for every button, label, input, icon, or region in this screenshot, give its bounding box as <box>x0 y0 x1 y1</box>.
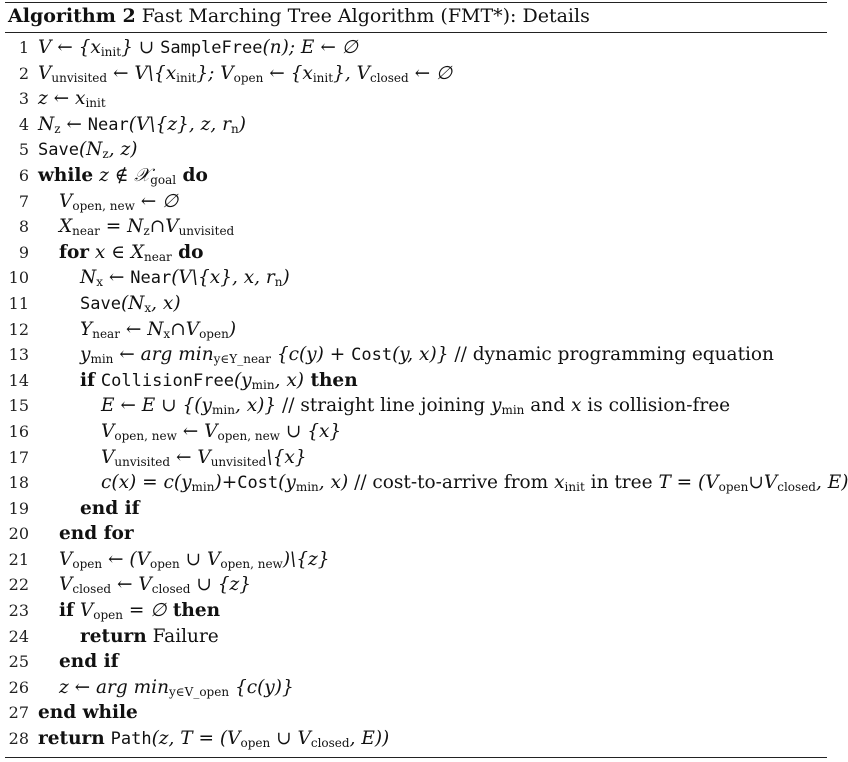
math-text: V ← {x <box>38 37 101 58</box>
math-text: , x) <box>151 292 181 314</box>
line-number: 28 <box>8 729 29 749</box>
keyword: end while <box>38 702 138 724</box>
math-text: }, V <box>333 62 370 84</box>
subscript: closed <box>310 736 350 751</box>
line-number: 10 <box>8 268 29 288</box>
math-text: ← ∅ <box>408 62 453 84</box>
line-code <box>80 368 358 395</box>
math-text: V <box>101 420 115 442</box>
math-text: (y <box>233 369 252 391</box>
subscript: near <box>144 249 172 264</box>
algorithm-line <box>5 393 827 419</box>
subscript: min <box>251 377 275 392</box>
line-code <box>38 137 137 164</box>
math-text: , x) <box>274 369 304 391</box>
subscript: init <box>564 480 585 495</box>
line-number: 5 <box>18 140 29 160</box>
line-code <box>59 649 119 675</box>
algorithm-line <box>5 521 827 547</box>
math-text: ) <box>238 113 246 135</box>
algorithm-line <box>5 598 827 624</box>
algorithm-line <box>5 675 827 701</box>
algorithm-line <box>5 214 827 240</box>
algorithm-line <box>5 112 827 138</box>
subscript: closed <box>777 480 816 495</box>
algorithm-line <box>5 35 827 61</box>
line-code <box>80 265 290 292</box>
algorithm-line <box>5 368 827 394</box>
line-number: 20 <box>8 524 29 544</box>
keyword: while <box>38 164 94 186</box>
line-number: 16 <box>8 421 29 441</box>
line-code <box>80 624 219 650</box>
math-text: ) <box>282 267 290 289</box>
line-number: 8 <box>18 217 29 237</box>
math-text: )+ <box>214 472 238 494</box>
subscript: near <box>92 326 120 341</box>
math-text: (z, T = (V <box>151 728 241 750</box>
subscript: closed <box>72 582 112 597</box>
math-text: x ∈ X <box>89 241 144 263</box>
line-code <box>38 700 138 726</box>
line-code <box>59 598 220 624</box>
line-number: 18 <box>8 473 29 493</box>
comment-text: Failure <box>146 625 219 647</box>
line-code <box>101 470 848 497</box>
function-name: Save <box>80 293 121 314</box>
algorithm-caption <box>5 3 827 29</box>
math-text: ∩V <box>170 318 200 340</box>
math-text: ← <box>60 113 88 135</box>
line-code <box>59 521 134 547</box>
math-text: ← <box>102 267 131 289</box>
comment-text: // straight line joining <box>276 395 491 417</box>
math-text: x <box>570 395 582 417</box>
line-code <box>59 572 251 598</box>
algorithm-line <box>5 86 827 112</box>
line-number: 19 <box>8 498 29 518</box>
algorithm-line <box>5 61 827 87</box>
keyword: return <box>38 728 105 750</box>
line-number: 7 <box>18 191 29 211</box>
subscript: min <box>211 403 235 418</box>
math-text: (n); E ← ∅ <box>262 37 358 58</box>
subscript: open, new <box>114 428 177 443</box>
algorithm-body <box>5 35 848 752</box>
comment-text: // dynamic programming equation <box>448 344 774 366</box>
math-text: }; V <box>196 62 234 84</box>
math-text: V <box>74 600 94 622</box>
function-name: Near <box>130 268 172 289</box>
comment-text: // cost-to-arrive from <box>348 472 555 494</box>
math-text: (V\{x}, x, r <box>171 267 275 289</box>
math-text: ← N <box>119 318 164 340</box>
subscript: min <box>191 480 215 495</box>
line-code <box>80 291 181 318</box>
subscript: open, new <box>72 198 135 213</box>
math-text: = N <box>99 216 144 238</box>
algorithm-line <box>5 496 827 522</box>
function-name: Save <box>38 140 79 161</box>
line-code <box>101 419 341 445</box>
math-text: ← arg min <box>113 344 214 366</box>
math-text: y <box>490 395 502 417</box>
line-number: 27 <box>8 703 29 723</box>
line-number: 11 <box>8 293 29 313</box>
line-number: 1 <box>18 38 29 57</box>
subscript: open <box>93 608 123 623</box>
subscript: near <box>72 224 100 239</box>
line-number: 21 <box>8 549 29 569</box>
keyword: return <box>80 625 147 647</box>
function-name: SampleFree <box>160 38 263 58</box>
math-text: X <box>59 216 73 238</box>
algorithm-line <box>5 624 827 650</box>
algorithm-line <box>5 726 827 752</box>
keyword: do <box>176 164 208 186</box>
line-code <box>101 393 730 419</box>
math-text: , z) <box>108 139 138 161</box>
algorithm-line <box>5 240 827 266</box>
keyword: do <box>171 241 204 263</box>
subscript: open, new <box>217 428 280 443</box>
line-code <box>80 342 774 369</box>
math-text: ∪V <box>748 472 778 494</box>
subscript: init <box>85 96 106 111</box>
line-number: 12 <box>8 319 29 339</box>
math-text: ← V <box>170 446 211 468</box>
subscript: open <box>233 70 264 85</box>
math-text: (y, x)} <box>392 344 449 366</box>
subscript: y∈V_open <box>168 684 230 699</box>
line-code <box>38 35 358 62</box>
subscript: open <box>72 556 103 571</box>
math-text: ∪ V <box>270 728 311 750</box>
math-text: = ∅ <box>123 600 167 622</box>
keyword: then <box>304 369 358 391</box>
bottom-rule <box>5 757 827 758</box>
math-text: ← ∅ <box>134 190 179 212</box>
line-code <box>59 189 178 215</box>
comment-text: in tree <box>584 472 659 494</box>
subscript: min <box>90 352 114 367</box>
subscript: n <box>230 121 239 136</box>
algorithm-line <box>5 572 827 598</box>
math-text: (V\{z}, z, r <box>128 113 231 135</box>
math-text: z ← arg min <box>59 676 169 698</box>
subscript: open <box>199 326 229 341</box>
math-text: \{x} <box>266 446 307 468</box>
math-text: N <box>38 113 55 135</box>
math-text: } ∪ <box>121 37 161 58</box>
algorithm-line <box>5 419 827 445</box>
math-text: ∩V <box>149 216 179 238</box>
subscript: init <box>176 70 197 85</box>
line-code <box>38 61 452 87</box>
keyword: if <box>59 600 74 622</box>
subscript: unvisited <box>210 454 267 469</box>
algorithm-line <box>5 317 827 343</box>
function-name: Cost <box>237 473 279 494</box>
subscript: closed <box>151 582 191 597</box>
line-code <box>59 240 203 266</box>
math-text: ← V <box>111 574 152 596</box>
line-number: 3 <box>18 89 29 109</box>
math-text: V <box>59 190 73 212</box>
math-text: E ← E ∪ {(y <box>101 395 212 417</box>
math-text: ← (V <box>102 548 150 570</box>
line-code <box>59 214 234 240</box>
math-text: , x) <box>318 472 349 494</box>
algorithm-line <box>5 649 827 675</box>
line-code <box>80 496 140 522</box>
line-number: 23 <box>8 601 29 621</box>
keyword: end for <box>59 523 134 545</box>
subscript: z <box>143 224 150 239</box>
subscript: closed <box>369 70 409 85</box>
math-text: y <box>80 344 91 366</box>
math-text: V <box>38 62 52 84</box>
subscript: min <box>295 480 319 495</box>
subscript: x <box>144 300 152 315</box>
math-text: ← {x <box>263 62 313 84</box>
math-text: (N <box>78 139 103 161</box>
line-code <box>80 317 236 343</box>
math-text: {c(y) + <box>270 344 352 366</box>
function-name: Cost <box>351 345 393 366</box>
keyword: for <box>59 241 90 263</box>
subscript: z <box>54 121 61 136</box>
subscript: y∈Y_near <box>213 352 271 367</box>
line-number: 6 <box>18 165 29 185</box>
subscript: x <box>96 275 103 290</box>
line-code <box>38 112 246 139</box>
math-text: {c(y)} <box>229 676 294 698</box>
caption-rule <box>5 32 827 33</box>
math-text: T = (V <box>658 472 719 494</box>
line-number: 2 <box>18 63 29 83</box>
line-number: 25 <box>8 652 29 672</box>
line-number: 24 <box>8 626 29 646</box>
math-text: z ← x <box>38 88 86 110</box>
math-text: ∪ V <box>179 548 221 570</box>
line-code <box>59 547 330 573</box>
math-text: z ∉ 𝒳 <box>93 164 151 186</box>
math-text: ∪ {x} <box>279 420 342 442</box>
keyword: end if <box>59 651 119 673</box>
line-code <box>38 86 106 112</box>
subscript: unvisited <box>178 224 235 239</box>
math-text: , x)} <box>234 395 277 417</box>
math-text: ∪ {z} <box>190 574 252 596</box>
subscript: x <box>163 326 171 341</box>
subscript: z <box>102 147 109 162</box>
line-code <box>38 726 389 753</box>
subscript: open <box>240 736 271 751</box>
keyword: if <box>80 369 95 391</box>
algorithm-line <box>5 547 827 573</box>
algorithm-line <box>5 265 827 291</box>
math-text: N <box>80 267 97 289</box>
line-number: 15 <box>8 396 29 416</box>
math-text: (N <box>120 292 145 314</box>
subscript: init <box>100 45 122 59</box>
algorithm-line <box>5 163 827 189</box>
subscript: open, new <box>220 556 283 571</box>
line-number: 17 <box>8 447 29 467</box>
math-text: x <box>554 472 565 494</box>
function-name: Near <box>87 114 129 135</box>
math-text: V <box>101 446 115 468</box>
math-text: ← V <box>176 420 218 442</box>
line-code <box>38 163 208 189</box>
line-number: 14 <box>8 370 29 390</box>
line-code <box>101 445 307 471</box>
subscript: min <box>501 403 525 418</box>
algorithm-box <box>5 2 827 33</box>
algorithm-line <box>5 470 848 496</box>
math-text: , E)) <box>349 728 390 750</box>
math-text: (y <box>278 472 296 494</box>
line-number: 9 <box>18 242 29 262</box>
subscript: n <box>274 275 283 290</box>
subscript: open <box>149 556 180 571</box>
math-text: )\{z} <box>282 548 330 570</box>
subscript: unvisited <box>51 70 108 85</box>
algorithm-line <box>5 700 827 726</box>
caption-label: Algorithm 2 <box>8 5 136 27</box>
math-text: V <box>59 548 73 570</box>
algorithm-line <box>5 291 827 317</box>
line-number: 4 <box>18 114 29 134</box>
subscript: init <box>312 70 334 85</box>
subscript: unvisited <box>114 454 171 469</box>
subscript: open <box>718 480 749 495</box>
algorithm-line <box>5 137 827 163</box>
function-name: Path <box>110 729 152 750</box>
comment-text: is collision-free <box>581 395 731 417</box>
subscript: goal <box>150 172 177 187</box>
math-text: , E) <box>815 472 848 494</box>
keyword: end if <box>80 497 140 519</box>
comment-text: and <box>524 395 571 417</box>
math-text: ← V\{x <box>107 62 177 84</box>
algorithm-line <box>5 342 827 368</box>
algorithm-line <box>5 189 827 215</box>
line-number: 13 <box>8 345 29 365</box>
math-text: c(x) = c(y <box>101 472 192 494</box>
line-number: 22 <box>8 575 29 595</box>
caption-text: Fast Marching Tree Algorithm (FMT*): Details <box>141 5 590 27</box>
line-code <box>59 675 294 701</box>
math-text: V <box>59 574 73 596</box>
math-text: ) <box>228 318 237 340</box>
algorithm-line <box>5 445 827 471</box>
line-number: 26 <box>8 677 29 697</box>
math-text: Y <box>80 318 93 340</box>
keyword: then <box>166 600 221 622</box>
function-name: CollisionFree <box>100 370 234 391</box>
